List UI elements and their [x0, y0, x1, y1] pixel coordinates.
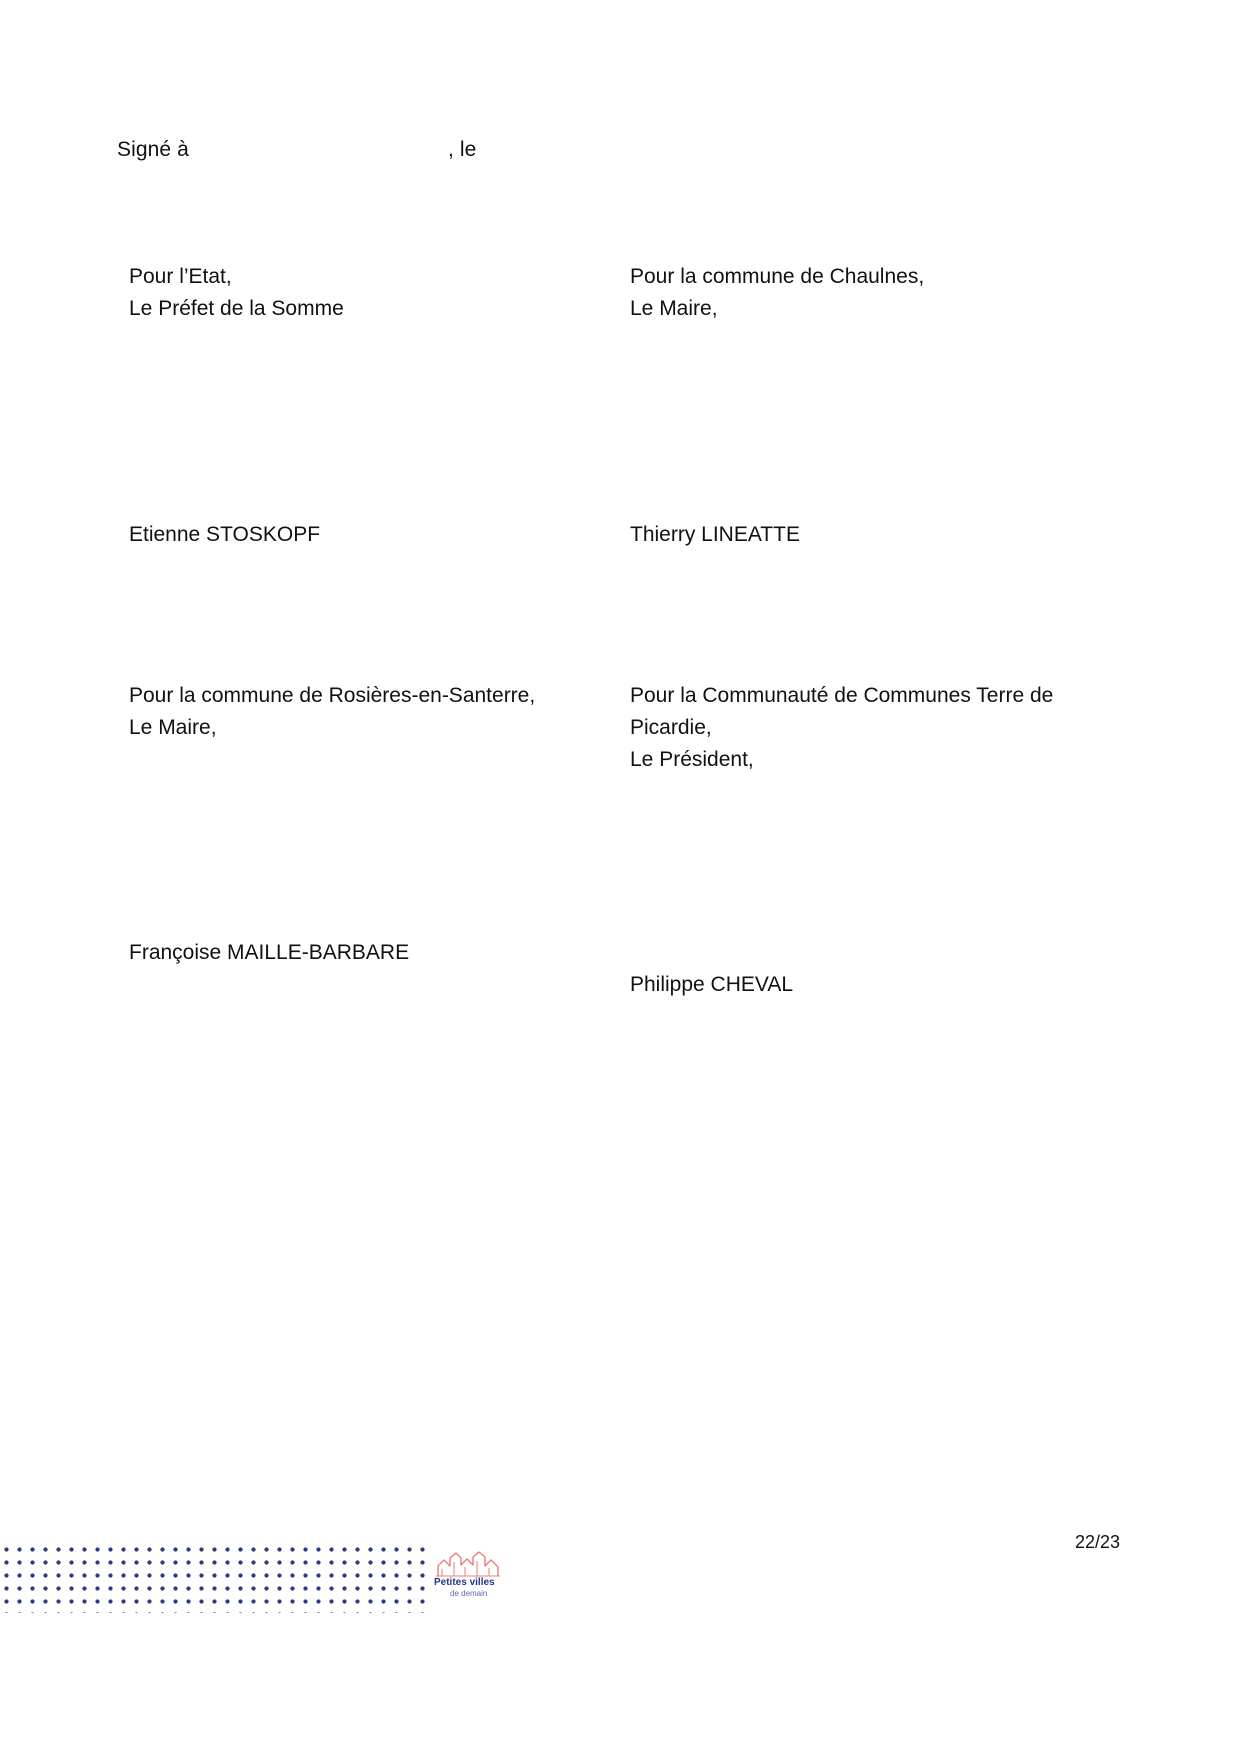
logo-main-text: Petites villes — [434, 1577, 495, 1588]
rosieres-signatory-name — [129, 937, 559, 969]
petites-villes-logo — [430, 1548, 508, 1608]
chaulnes-signature-block — [630, 261, 1060, 325]
etat-signatory-name — [129, 519, 559, 551]
rosieres-signature-block — [129, 680, 559, 744]
terre-line-1: Pour la Communauté de Communes Terre de — [630, 684, 1054, 707]
etat-signature-block — [129, 261, 559, 325]
terre-de-picardie-signatory-name — [630, 969, 1060, 1001]
signed-date-label: , le — [448, 138, 477, 161]
decorative-dots-band — [0, 1543, 426, 1613]
chaulnes-line-2: Le Maire, — [630, 297, 718, 320]
etat-line-2: Le Préfet de la Somme — [129, 297, 344, 320]
terre-de-picardie-signature-block — [630, 680, 1060, 776]
logo-sub-text: de demain — [450, 1589, 488, 1598]
rosieres-line-2: Le Maire, — [129, 716, 217, 739]
rosieres-line-1: Pour la commune de Rosières-en-Santerre, — [129, 684, 536, 707]
etat-line-1: Pour l’Etat, — [129, 265, 232, 288]
etat-name-text: Etienne STOSKOPF — [129, 523, 321, 546]
terre-line-3: Le Président, — [630, 748, 754, 771]
page-number: 22/23 — [1075, 1532, 1121, 1552]
signed-place-label: Signé à — [117, 138, 189, 161]
chaulnes-signatory-name — [630, 519, 1060, 551]
chaulnes-name-text: Thierry LINEATTE — [630, 523, 800, 546]
chaulnes-line-1: Pour la commune de Chaulnes, — [630, 265, 925, 288]
terre-name-text: Philippe CHEVAL — [630, 973, 794, 996]
terre-line-2: Picardie, — [630, 716, 712, 739]
rosieres-name-text: Françoise MAILLE-BARBARE — [129, 941, 410, 964]
